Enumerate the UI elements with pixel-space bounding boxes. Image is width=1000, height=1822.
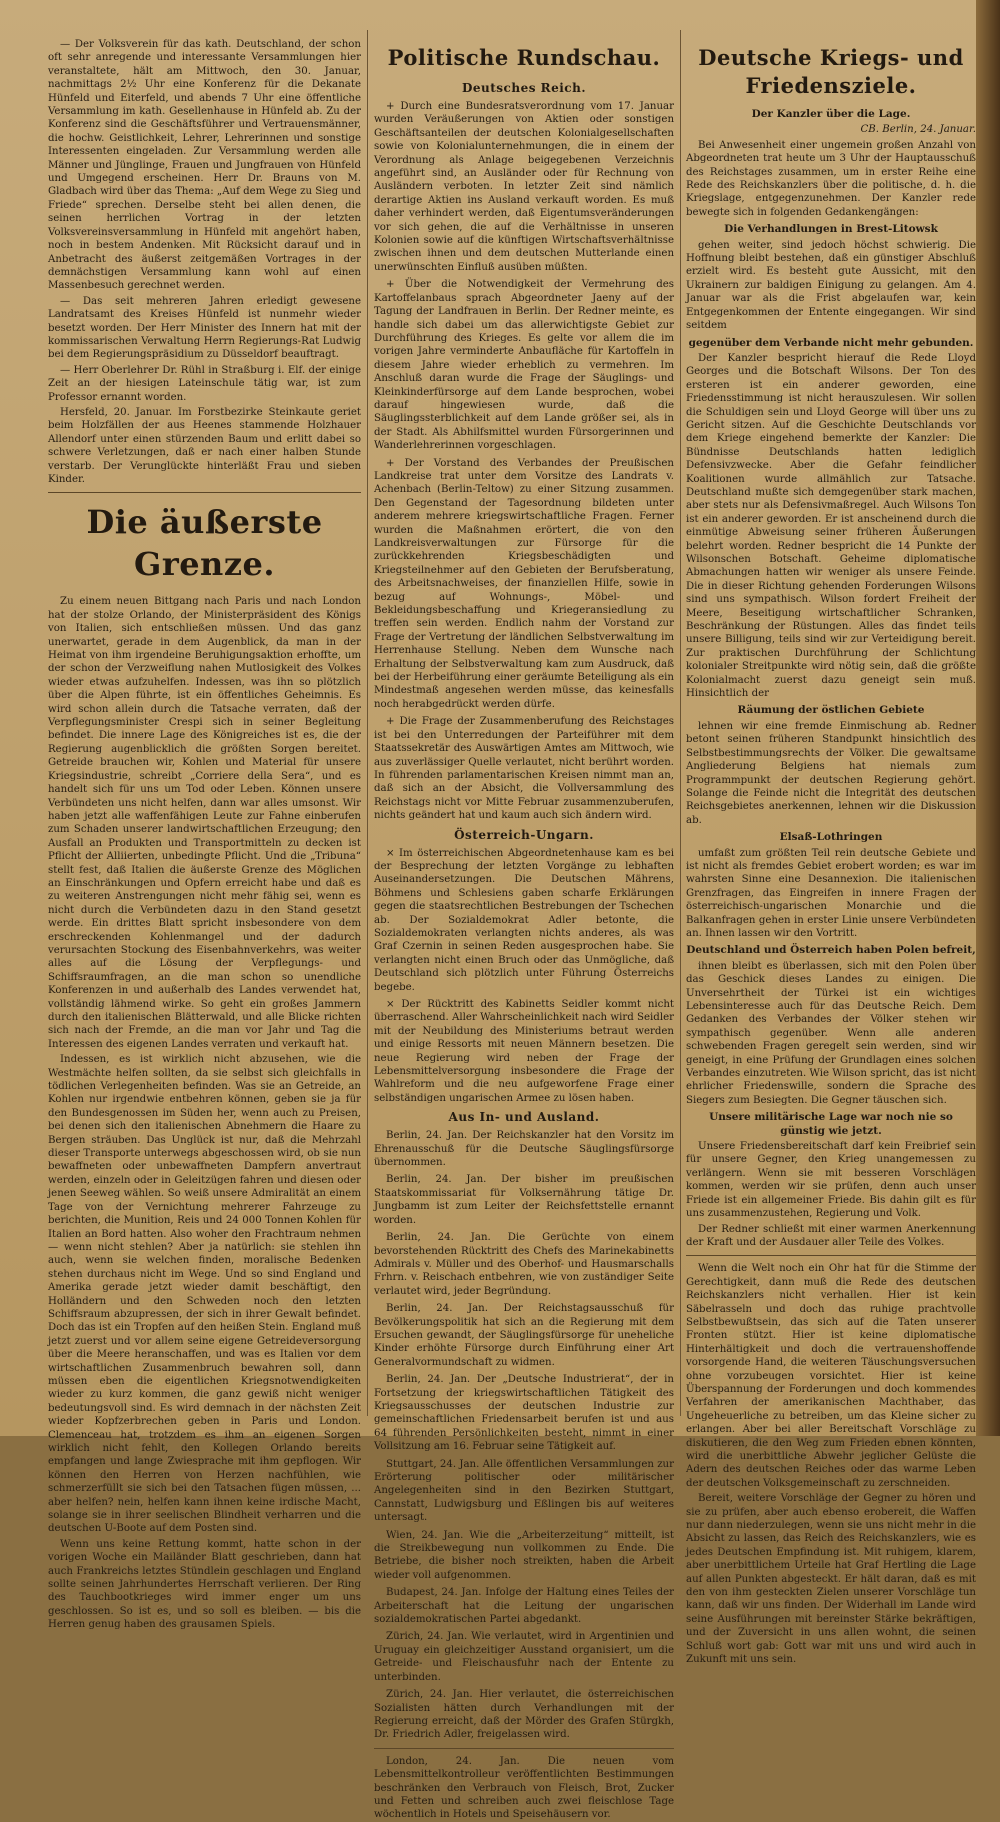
column-middle (374, 38, 674, 1821)
inline-heading: Elsaß-Lothringen (779, 831, 883, 844)
paragraph: lehnen wir eine fremde Einmischung ab. Redner betont seinen früheren Standpunkt hinsichtlich des Selbstbestimmungsrechts der Völker. Die gewaltsame Angliederung Belgiens hat niemals zum Programmpunkt der deutschen Regierung gehört. Solange die Feinde nicht die Integrität des deutschen Reichsgebietes anerkennen, lehnen wir die Diskussion ab. (686, 720, 976, 826)
headline-grenze: Die äußerste Grenze. (86, 503, 323, 584)
article-grenze-body-1: Zu einem neuen Bittgang nach Paris und nach London hat der stolze Orlando, der Ministerpräsident des Königs von Italien, sich entschließen müssen. Und das ganz unerwartet, gerade in dem Augenblick, da man in der Heimat von ihm irgendeine Beruhigungsaktion erhoffte, um der schon der Verzweiflung nahen Mutlosigkeit des Volkes wieder etwas aufzuhelfen. Indessen, was ihn so plötzlich über die Alpen führte, ist ein öffentliches Geheimnis. Es wird schon allein durch die Tatsache verraten, daß der Verpflegungsminister Crespi sich in seiner Begleitung befindet. Die innere Lage des Königreiches ist es, die der Regierung augenblicklich die größten Sorgen bereitet. Getreide brauchen wir, Kohlen und Material für unsere Kriegsindustrie, schreibt „Corriere della Sera“, und es handelt sich für uns um Tod oder Leben. Können unsere Verbündeten uns nicht helfen, dann war alles umsonst. Wir haben jetzt alle waffenfähigen Leute zur Fahne einberufen zum Schaden unserer landwirtschaftlichen Erzeugung; den Ausfall an Produkten und Transportmitteln zu decken ist Pflicht der Alliierten, unbedingte Pflicht. Und die „Tribuna“ stellt fest, daß Italien die äußerste Grenze des Möglichen an Einschränkungen und Opfern erreicht habe und daß es zu weiteren Anstrengungen nicht mehr fähig sei, wenn es nicht durch die Verbündeten dazu in den Stand gesetzt werde. Ein drittes Blatt spricht insbesondere von dem erschreckenden Kohlenmangel und der dadurch verursachten Stockung des Eisenbahnverkehrs, was weiter alles auf die Lösung der Verpflegungs- und Schiffsraumfragen, an die man schon so unendliche Konferenzen in und außerhalb des Landes verwendet hat, vollständig lähmend wirke. So geht ein großes Jammern durch den italienischen Blätterwald, und alle Blicke richten sich nach der Fremde, an die man vor Jahr und Tag die Interessen des eigenen Landes verraten und verkauft hat. (48, 596, 361, 1050)
paragraph: Wenn die Welt noch ein Ohr hat für die Stimme der Gerechtigkeit, dann muß die Rede des deutschen Reichskanzlers nicht verhallen. Hier ist kein Säbelrasseln und doch das ruhige prachtvolle Selbstbewußtsein, das sich auf die Taten unserer Fronten stützt. Hier ist keine diplomatische Hinterhältigkeit und doch die vertrauenshoffende vorsorgende Hand, die weiteren Täuschungsversuchen ohne vorzubeugen vorsichtet. Hier ist keine Überspannung der Forderungen und doch kommendes Verfahren der amerikanischen Machthaber, das Ungeheuerliche zu betreiben, um das Kleine sicher zu erlangen. Aber bei aller Bereitschaft Vorschläge zu diskutieren, die den Weg zum Frieden ebnen könnten, wird die unerbittliche Abwehr jeglicher Gelüste die Adern des deutschen Reiches oder das warme Leben der deutschen Volksgemeinschaft zu zerschneiden. (686, 1263, 976, 1489)
news-item: Stuttgart, 24. Jan. Alle öffentlichen Versammlungen zur Erörterung politischer oder militärischer Angelegenheiten sind in den Bezirken Stuttgart, Cannstatt, Ludwigsburg und Eßlingen bis auf weiteres untersagt. (374, 1458, 674, 1524)
news-item: Berlin, 24. Jan. Der bisher im preußischen Staatskommissariat für Volksernährung tätige Dr. Jungbamm ist zum Leiter der Reichsfettstelle ernannt worden. (374, 1174, 674, 1226)
paragraph: gehen weiter, sind jedoch höchst schwierig. Die Hoffnung bleibt bestehen, daß ein günstiger Abschluß erzielt wird. Es besteht gute Aussicht, mit den Ukrainern zur baldigen Einigung zu gelangen. Am 4. Januar war als die Frist abgelaufen war, kein Entgegenkommen der Entente eingegangen. Wir sind seitdem (686, 239, 976, 332)
paragraph: Der Kanzler bespricht hierauf die Rede Lloyd Georges und die Botschaft Wilsons. Der Ton des ersteren ist ein anderer geworden, eine Friedensstimmung ist nicht herauszulesen. Wir sollen die Schuldigen sein und Lloyd George will über uns zu Gericht sitzen. Auf die Geschichte Deutschlands vor dem Kriege eingehend bemerkte der Kanzler: Die Bündnisse Deutschlands hatten lediglich Defensivzwecke. Aber die Gefahr feindlicher Koalitionen wurde allmählich zur Tatsache. Deutschland mußte sich demgegenüber stark machen, aber stets nur als Defensivmaßregel. Auch Wilsons Ton ist ein anderer geworden. Er ist anscheinend durch die einmütige Abweisung seiner früheren Äußerungen belehrt worden. Redner bespricht die 14 Punkte der Wilsonschen Botschaft. Geheime diplomatische Abmachungen hatten wir weniger als unsere Feinde. Die in dieser Richtung gehenden Forderungen Wilsons sind uns sympathisch. Wilson fordert Freiheit der Meere, Beseitigung wirtschaftlicher Schranken, Beschränkung der Rüstungen. Alles das findet teils unsere Billigung, teils sind wir zur Verteidigung bereit. Zur praktischen Durchführung der Schlichtung kolonialer Streitpunkte wird nötig sein, daß die größte Kolonialmacht zuerst dazu geneigt sein muß. Hinsichtlich der (686, 352, 976, 700)
dateline: CB. Berlin, 24. Januar. (860, 124, 976, 136)
news-item: + Die Frage der Zusammenberufung des Reichstages ist bei den Unterredungen der Parteiführer mit dem Staatssekretär des Auswärtigen Amtes am Mittwoch, wie aus zuverlässiger Quelle verlautet, nicht berührt worden. In führenden parlamentarischen Kreisen nimmt man an, daß sich an der Absicht, die Vollversammlung des Reichstags nicht vor Mitte Februar zusammenzuberufen, nichts geändert hat und kaum auch sich ändern wird. (374, 716, 674, 822)
page-edge (976, 0, 1000, 1436)
article-hersfeld: Hersfeld, 20. Januar. Im Forstbezirke Steinkaute geriet beim Holzfällen der aus Heenes stammende Holzhauer Allendorf unter einen stürzenden Baum und erlitt dabei so schwere Verletzungen, daß er nach einer halben Stunde verstarb. Der Verunglückte hinterläßt Frau und sieben Kinder. (48, 406, 361, 485)
paragraph: Der Redner schließt mit einer warmen Anerkennung der Kraft und der Ausdauer aller Teile des Volkes. (686, 1223, 976, 1248)
paragraph: Bei Anwesenheit einer ungemein großen Anzahl von Abgeordneten trat heute um 3 Uhr der Hauptausschuß des Reichstages zusammen, um in erster Reihe eine Rede des Reichskanzlers über die politische, d. h. die Kriegslage, entgegenzunehmen. Der Kanzler rede bewegte sich in folgenden Gedankengängen: (686, 139, 976, 218)
section-heading-kriegsziele: Deutsche Kriegs- und Friedensziele. (698, 45, 964, 98)
article-grenze-body-2: Indessen, es ist wirklich nicht abzusehen, wie die Westmächte helfen sollten, da sie selbst sich gleichfalls in tödlichen Verlegenheiten befinden. Was sie an Getreide, an Kohlen nur irgendwie entbehren können, geben sie ja für den Bundesgenossen im Süden her, wenn auch zu Preisen, bei denen sich den italienischen Abnehmern die Haare zu Bergen sträuben. Das Unglück ist nur, daß die Mehrzahl dieser Transporte unterwegs abgeschossen wird, ob sie nun bewaffneten oder unbewaffneten Dampfern anvertraut werden, einzeln oder in Geleitzügen fahren und diesen oder jenen Seeweg wählen. So weiß unsere Admiralität an einem Tage von der Vernichtung mehrerer Fahrzeuge zu berichten, die Munition, Reis und 24 000 Tonnen Kohlen für Italien an Bord hatten. Also woher den Frachtraum nehmen — wenn nicht stehlen? Aber ja natürlich: sie stehlen ihn auch, wenn sie welchen finden, moralische Bedenken stehen durchaus nicht im Wege. Und so sind England und Amerika gerade jetzt wieder damit beschäftigt, den Holländern und den Schweden noch den letzten Schiffsraum abzupressen, der sich in ihrer Gewalt befindet. Doch das ist ein Tropfen auf den heißen Stein. England muß jetzt zuerst und vor allem seine eigene Getreideversorgung über die Meere heranschaffen, und was es Italien vor dem wirtschaftlichen Zusammenbruch bewahren soll, dann müssen eben die eigentlichen Kriegsnotwendigkeiten wieder zu kurz kommen, die ganz gewiß nicht weniger bedeutungsvoll sind. Es wird demnach in der nächsten Zeit wieder Kopfzerbrechen geben in Paris und London. Clemenceau hat, trotzdem es ihm an eigenen Sorgen wirklich nicht fehlt, den Kollegen Orlando bereits empfangen und lange Zwiesprache mit ihm gepflogen. Wir können den Herren von Herzen nachfühlen, wie schmerzerfüllt sie sich bei den Tatsachen fügen müssen, ... aber helfen? nein, helfen kann ihnen keine irdische Macht, solange sie in ihrer seelischen Blindheit verharren und die deutschen U-Boote auf dem Posten sind. (48, 1054, 361, 1535)
news-item: Zürich, 24. Jan. Hier verlautet, die österreichischen Sozialisten hätten durch Verhandlungen mit der Regierung erreicht, daß der Mörder des Grafen Stürgkh, Dr. Friedrich Adler, freigelassen wird. (374, 1689, 674, 1741)
inline-heading: Die Verhandlungen in Brest-Litowsk (724, 223, 938, 236)
subheading-deutsches-reich: Deutsches Reich. (461, 81, 587, 95)
paragraph: Bereit, weitere Vorschläge der Gegner zu hören und sie zu prüfen, aber auch ebenso erobereit, die Waffen nur dann niederzulegen, wenn sie uns nicht mehr in die Absicht zu lassen, das Reich des Reichskanzlers, wie es jedes Deutschen Empfindung ist. Mit ruhigem, klarem, aber unerbittlichem Urteile hat Graf Hertling die Lage auf allen Punkten abgesteckt. Er hält daran, daß es mit den von ihm gesteckten Zielen unserer Vorschläge tun kann, daß wir uns finden. Der Widerhall im Lande wird seine Ausführungen mit bereinster Stärke bekräftigen, und der Zuversicht in uns allen wohnt, die seinen Schluß wort gab: Gott war mit uns und wird auch in Zukunft mit uns sein. (686, 1493, 976, 1666)
inline-heading: Deutschland und Österreich haben Polen befreit, (686, 944, 976, 957)
news-item: Berlin, 24. Jan. Der „Deutsche Industrierat“, der in Fortsetzung der kriegswirtschaftlichen Tätigkeit des Kriegsausschusses der deutschen Industrie zur gemeinschaftlichen Friedensarbeit berufen ist und aus 64 führenden Persönlichkeiten besteht, nimmt in einer Vollsitzung am 16. Februar seine Tätigkeit auf. (374, 1374, 674, 1453)
section-heading-rundschau: Politische Rundschau. (387, 45, 661, 70)
column-left (48, 38, 361, 1631)
inline-heading: Räumung der östlichen Gebiete (737, 704, 925, 717)
news-item: Zürich, 24. Jan. Wie verlautet, wird in Argentinien und Uruguay ein gleichzeitiger Ausstand organisiert, um die Getreide- und Fleischausfuhr nach der Entente zu unterbinden. (374, 1631, 674, 1683)
article-landratsamt: — Das seit mehreren Jahren erledigt gewesene Landratsamt des Kreises Hünfeld ist nunmehr wieder besetzt worden. Der Herr Minister des Innern hat mit der kommissarischen Verwaltung Herrn Regierungs-Rat Ludwig bei dem Regierungspräsidium zu Düsseldorf beauftragt. (48, 295, 361, 361)
news-item: + Durch eine Bundesratsverordnung vom 17. Januar wurden Veräußerungen von Aktien oder sonstigen Geschäftsanteilen der deutschen Kolonialgesellschaften sowie von Kolonialunternehmungen, die in einem der Verordnung als Anlage beigegebenen Verzeichnis angeführt sind, an Ausländer oder für Rechnung von Ausländern verboten. In letzter Zeit sind nämlich derartige Aktien ins Ausland verkauft worden. Es muß daher verhindert werden, daß Eigentumsveränderungen vor sich gehen, die auf die Verhältnisse in unseren Kolonien sowie auf die künftigen Wirtschaftsverhältnisse zwischen ihnen und dem deutschen Mutterlande einen unerwünschten Einfluß ausüben müßten. (374, 101, 674, 273)
divider (686, 1255, 976, 1256)
paragraph: umfaßt zum größten Teil rein deutsche Gebiete und ist nicht als fremdes Gebiet erobert worden; es war im wahrsten Sinne eine Desannexion. Die italienischen Grenzfragen, das Eingreifen in innere Fragen der österreichisch-ungarischen Monarchie und die Balkanfragen gehen in erster Linie unsere Verbündeten an. Ihnen lassen wir den Vortritt. (686, 847, 976, 939)
column-right (686, 38, 976, 1666)
news-item: + Über die Notwendigkeit der Vermehrung des Kartoffelanbaus sprach Abgeordneter Jaeny auf der Tagung der Landfrauen in Berlin. Der Redner meinte, es handle sich dabei um das allerwichtigste Gebiet zur Durchführung des Krieges. Es gelte vor allem die im vorigen Jahre verminderte Anbaufläche für Kartoffeln in diesem Jahre wieder erheblich zu vermehren. Im Anschluß daran wurde die Frage der Säuglings- und Kleinkinderfürsorge auf dem Lande besprochen, wobei darauf hingewiesen wurde, daß die Säuglingssterblichkeit auf dem Lande größer sei, als in der Stadt. Als Abhilfsmittel wurden Fürsorgerinnen und Wanderlehrerinnen vorgeschlagen. (374, 279, 674, 452)
column-rule (367, 30, 368, 1416)
news-item: Wien, 24. Jan. Wie die „Arbeiterzeitung“ mitteilt, ist die Streikbewegung nun vollkommen zu Ende. Die Betriebe, die bisher noch streikten, haben die Arbeit wieder voll aufgenommen. (374, 1529, 674, 1581)
news-item: Budapest, 24. Jan. Infolge der Haltung eines Teiles der Arbeiterschaft hat die Leitung der ungarischen sozialdemokratischen Partei abgedankt. (374, 1587, 674, 1626)
paragraph: ihnen bleibt es überlassen, sich mit den Polen über das Geschick dieses Landes zu einigen. Die Unversehrtheit der Türkei ist ein wichtiges Lebensinteresse auch für das Deutsche Reich. Dem Gedanken des Verbandes der Völker stehen wir sympathisch gegenüber. Wenn alle anderen schwebenden Fragen geregelt sein werden, sind wir geneigt, in eine Prüfung der Grundlagen eines solchen Verbandes einzutreten. Wie Wilson spricht, das ist nicht ehrlicher Friedenswille, sondern die Sprache des Siegers zum Besiegten. Die Gegner täuschen sich. (686, 960, 976, 1106)
news-item: Berlin, 24. Jan. Der Reichskanzler hat den Vorsitz im Ehrenausschuß für die Deutsche Säuglingsfürsorge übernommen. (374, 1130, 674, 1169)
divider (48, 492, 361, 493)
subheading-in-ausland: Aus In- und Ausland. (448, 1110, 600, 1125)
news-item: Berlin, 24. Jan. Der Reichstagsausschuß für Bevölkerungspolitik hat sich an die Regierung mit dem Ersuchen gewandt, der Säuglingsfürsorge für uneheliche Kinder erhöhte Fürsorge durch Einführung einer Art Generalvormundschaft zu widmen. (374, 1303, 674, 1368)
inline-heading: Unsere militärische Lage war noch nie so günstig wie jetzt. (709, 1111, 953, 1137)
news-item: London, 24. Jan. Die neuen vom Lebensmittelkontrolleur veröffentlichten Bestimmungen beschränken den Verbrauch von Fleisch, Brot, Zucker und Fetten und schreiben auch zwei fleischlose Tage wöchentlich in Hotels und Speisehäusern vor. (374, 1755, 674, 1821)
article-grenze-body-3: Wenn uns keine Rettung kommt, hatte schon in der vorigen Woche ein Mailänder Blatt geschrieben, dann hat auch Frankreichs letztes Stündlein geschlagen und England sollte seinen Jahrhundertes Herrschaft verlieren. Der Ring des Tauchbootkrieges wird immer enger um uns geschlossen. So ist es, und so soll es bleiben. — bis die Herren genug haben des grausamen Spiels. (48, 1538, 361, 1631)
subheading-kanzler: Der Kanzler über die Lage. (751, 108, 911, 120)
news-item: × Der Rücktritt des Kabinetts Seidler kommt nicht überraschend. Aller Wahrscheinlichkeit nach wird Seidler mit der Neubildung des Ministeriums betraut werden und einige Ressorts mit neuen Männern besetzen. Die neue Regierung wird neben der Frage der Lebensmittelversorgung insbesondere die Frage der Wahlreform und die neu aufgeworfene Frage einer selbständigen ungarischen Armee zu lösen haben. (374, 999, 674, 1104)
news-item: + Der Vorstand des Verbandes der Preußischen Landkreise trat unter dem Vorsitze des Landrats v. Achenbach (Berlin-Teltow) zu einer Sitzung zusammen. Den Gegenstand der Tagesordnung bildeten unter anderem mehrere kriegswirtschaftliche Fragen. Ferner wurden die Maßnahmen erörtert, die von den Landkreisverwaltungen zur Fürsorge für die zurückkehrenden Kriegsbeschädigten und Kriegsteilnehmer auf den Gebieten der Berufsberatung, des Arbeitsnachweises, der finanziellen Hilfe, sowie in bezug auf Wohnungs-, Möbel- und Bekleidungsbeschaffung und Kriegeransiedlung zu treffen sein werden. Endlich nahm der Vorstand zur Frage der Vertretung der ländlichen Selbstverwaltung im Herrenhause Stellung. Neben dem Wunsche nach Erhaltung der Selbstverwaltung kam zum Ausdruck, daß bei der Herbeiführung einer geräumte Beteiligung als ein Mindestmaß angesehen werden müsse, das keinesfalls noch herabgedrückt werden dürfe. (374, 457, 674, 710)
inline-heading: gegenüber dem Verbande nicht mehr gebunden. (688, 336, 974, 349)
divider (374, 1748, 674, 1749)
news-item: × Im österreichischen Abgeordnetenhause kam es bei der Besprechung der letzten Vorgänge zu lebhaften Auseinandersetzungen. Die Deutschen Mährens, Böhmens und Schlesiens gaben scharfe Erklärungen gegen die staatsrechtlichen Bestrebungen der Tschechen ab. Der Sozialdemokrat Adler betonte, die Sozialdemokraten verlangten nichts anderes, als was Graf Czernin in seinen Reden ausgesprochen habe. Sie verlangten nicht einen Bruch oder das Unmögliche, daß Deutschland sich plötzlich unter Führung Österreichs begebe. (374, 847, 674, 993)
news-item: Berlin, 24. Jan. Die Gerüchte von einem bevorstehenden Rücktritt des Chefs des Marinekabinetts Admirals v. Müller und des Oberhof- und Hausmarschalls Frhrn. v. Reischach entbehren, wie von zuständiger Seite verlautet wird, jeder Begründung. (374, 1232, 674, 1297)
subheading-oesterreich-ungarn: Österreich-Ungarn. (454, 827, 594, 842)
article-oberlehrer: — Herr Oberlehrer Dr. Rühl in Straßburg i. Elf. der einige Zeit an der hiesigen Lateinschule tätig war, ist zum Professor ernannt worden. (48, 364, 361, 403)
article-volksverein: — Der Volksverein für das kath. Deutschland, der schon oft sehr anregende und interessante Versammlungen hier veranstaltete, hält am Mittwoch, den 30. Januar, nachmittags 2½ Uhr eine Konferenz für die Dekanate Hünfeld und Eiterfeld, und abends 7 Uhr eine öffentliche Versammlung im kath. Gesellenhause in Hünfeld ab. Zu der Konferenz sind die Geschäftsführer und Vertrauensmänner, die hochw. Geistlichkeit, Lehrer, Lehrerinnen und sonstige Interessenten eingeladen. Zur Versammlung werden alle Männer und Jünglinge, Frauen und Jungfrauen von Hünfeld und Umgegend erscheinen. Herr Dr. Brauns von M. Gladbach wird über das Thema: „Auf dem Wege zu Sieg und Friede“ sprechen. Derselbe steht bei allen denen, die seinen herrlichen Vortrag in der letzten Volksvereinsversammlung in Hünfeld mit angehört haben, noch in bestem Andenken. Mit Rücksicht darauf und in Anbetracht des äußerst zeitgemäßen Vortrages in der demnächstigen Versammlung kann wohl auf einen Massenbesuch gerechnet werden. (48, 39, 361, 292)
paragraph: Unsere Friedensbereitschaft darf kein Freibrief sein für unsere Gegner, den Krieg unangemessen zu verlängern. Wenn sie mit besseren Vorschlägen kommen, werden wir sie prüfen, denn auch unser Friede ist ein allgemeiner Friede. Bis dahin gilt es für uns zusammenzustehen, Regierung und Volk. (686, 1141, 976, 1220)
column-rule (680, 30, 681, 1416)
